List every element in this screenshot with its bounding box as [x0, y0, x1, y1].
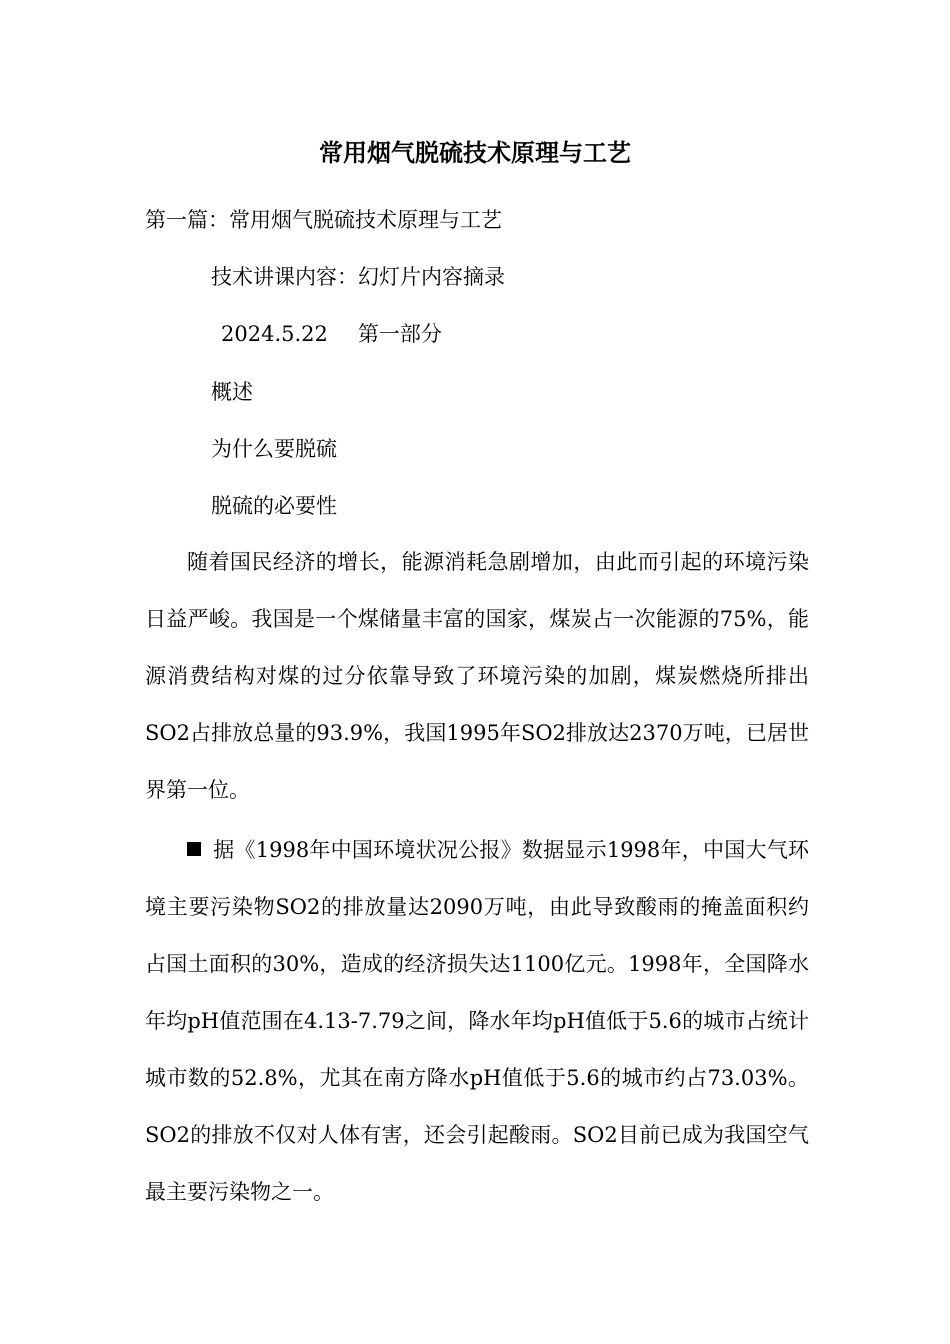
outline-item-overview: 概述: [211, 380, 253, 404]
date: 2024.5.22: [221, 322, 328, 346]
document-title: 常用烟气脱硫技术原理与工艺: [319, 138, 631, 167]
bullet-square-icon: [187, 842, 201, 856]
paragraph-report: [145, 822, 809, 1221]
outline-item-why: 为什么要脱硫: [211, 437, 337, 461]
date-part-line: [221, 319, 442, 349]
paragraph-energy: 随着国民经济的增长，能源消耗急剧增加，由此而引起的环境污染日益严峻。我国是一个煤储量丰富的国家，煤炭占一次能源的75%，能源消费结构对煤的过分依靠导致了环境污染的加剧，煤炭燃烧所排出SO2占排放总量的93.9%，我国1995年SO2排放达2370万吨，已居世界第一位。: [145, 550, 809, 802]
subtitle: 技术讲课内容：幻灯片内容摘录: [211, 265, 505, 289]
outline-item-necessity: 脱硫的必要性: [211, 494, 337, 518]
paragraph-report-text: 据《1998年中国环境状况公报》数据显示1998年，中国大气环境主要污染物SO2的排放量达2090万吨，由此导致酸雨的掩盖面积约占国土面积的30%，造成的经济损失达1100亿元。1998年，全国降水年均pH值范围在4.13-7.79之间，降水年均pH值低于5.6的城市占统计城市数的52.8%，尤其在南方降水pH值低于5.6的城市约占73.03%。 SO2的排放不仅对人体有害，还会引起酸雨。SO2目前已成为我国空气最主要污染物之一。: [145, 838, 809, 1204]
part-label: 第一部分: [357, 322, 442, 346]
section-heading: 第一篇：常用烟气脱硫技术原理与工艺: [145, 208, 502, 232]
